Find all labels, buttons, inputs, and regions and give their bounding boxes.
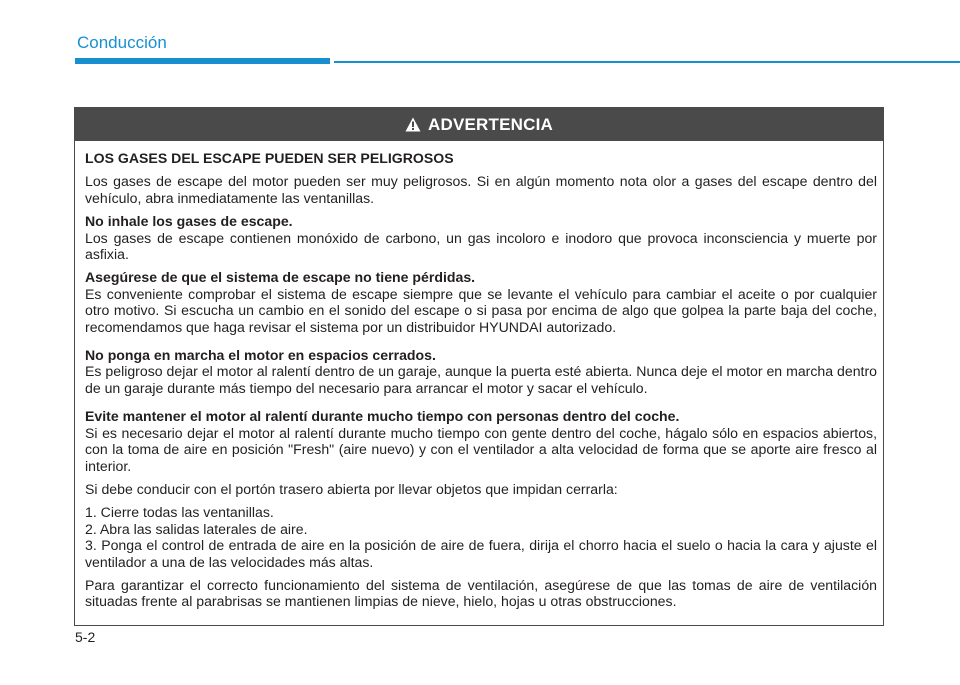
step-item: 3. Ponga el control de entrada de aire en la posición de aire de fuera, dirija el chorro hacia el suelo o hacia la cara y ajuste el ventilador a una de las velocidades más altas.	[85, 537, 877, 570]
warning-item-title: No ponga en marcha el motor en espacios cerrados.	[85, 347, 436, 364]
warning-item-text: Es peligroso dejar el motor al ralentí dentro de un garaje, aunque la puerta esté abierta. Nunca deje el motor en marcha dentro de un garaje durante más tiempo del necesario para arrancar el motor y sacar el vehículo.	[85, 363, 877, 396]
warning-item-title: No inhale los gases de escape.	[85, 213, 293, 230]
warning-item	[85, 213, 877, 262]
warning-item	[85, 269, 877, 335]
warning-header	[75, 108, 883, 141]
warning-closing: Para garantizar el correcto funcionamiento del sistema de ventilación, asegúrese de que las tomas de aire de ventilación situadas frente al parabrisas se mantienen limpias de nieve, hielo, hojas u otras obstrucciones.	[85, 576, 877, 610]
warning-item	[85, 347, 877, 396]
warning-item	[85, 408, 877, 474]
warning-label: ADVERTENCIA	[428, 114, 553, 134]
header-rule-thick	[75, 58, 330, 64]
header-rule-thin	[334, 61, 960, 63]
warning-item-text: Los gases de escape contienen monóxido de carbono, un gas incoloro e inodoro que provoca inconsciencia y muerte por asfixia.	[85, 229, 877, 263]
step-item: 1. Cierre todas las ventanillas.	[85, 504, 274, 521]
warning-triangle-icon	[405, 117, 421, 132]
warning-heading: LOS GASES DEL ESCAPE PUEDEN SER PELIGROSOS	[85, 150, 454, 166]
warning-item-text: Es conveniente comprobar el sistema de escape siempre que se levante el vehículo para cambiar el aceite o por cualquier otro motivo. Si escucha un cambio en el sonido del escape o si pasa por encima de algo que golpea la parte baja del coche, recomendamos que haga revisar el sistema por un distribuidor HYUNDAI autorizado.	[85, 285, 877, 335]
page-number: 5-2	[75, 629, 96, 645]
section-title: Conducción	[77, 33, 167, 52]
warning-item-title: Asegúrese de que el sistema de escape no tiene pérdidas.	[85, 269, 476, 286]
steps-list	[85, 504, 877, 570]
warning-box	[74, 107, 884, 626]
warning-body	[75, 141, 883, 610]
warning-intro: Los gases de escape del motor pueden ser muy peligrosos. Si en algún momento nota olor a gases del escape dentro del vehículo, abra inmediatamente las ventanillas.	[85, 173, 877, 206]
warning-item-text: Si es necesario dejar el motor al ralentí durante mucho tiempo con gente dentro del coche, hágalo sólo en espacios abiertos, con la toma de aire en posición "Fresh" (aire nuevo) y con el ventilador a alta velocidad de forma que se aporte aire fresco al interior.	[85, 424, 877, 474]
warning-item-title: Evite mantener el motor al ralentí durante mucho tiempo con personas dentro del coche.	[85, 408, 680, 425]
tailgate-intro: Si debe conducir con el portón trasero abierta por llevar objetos que impidan cerrarla:	[85, 480, 618, 497]
step-item: 2. Abra las salidas laterales de aire.	[85, 520, 308, 537]
